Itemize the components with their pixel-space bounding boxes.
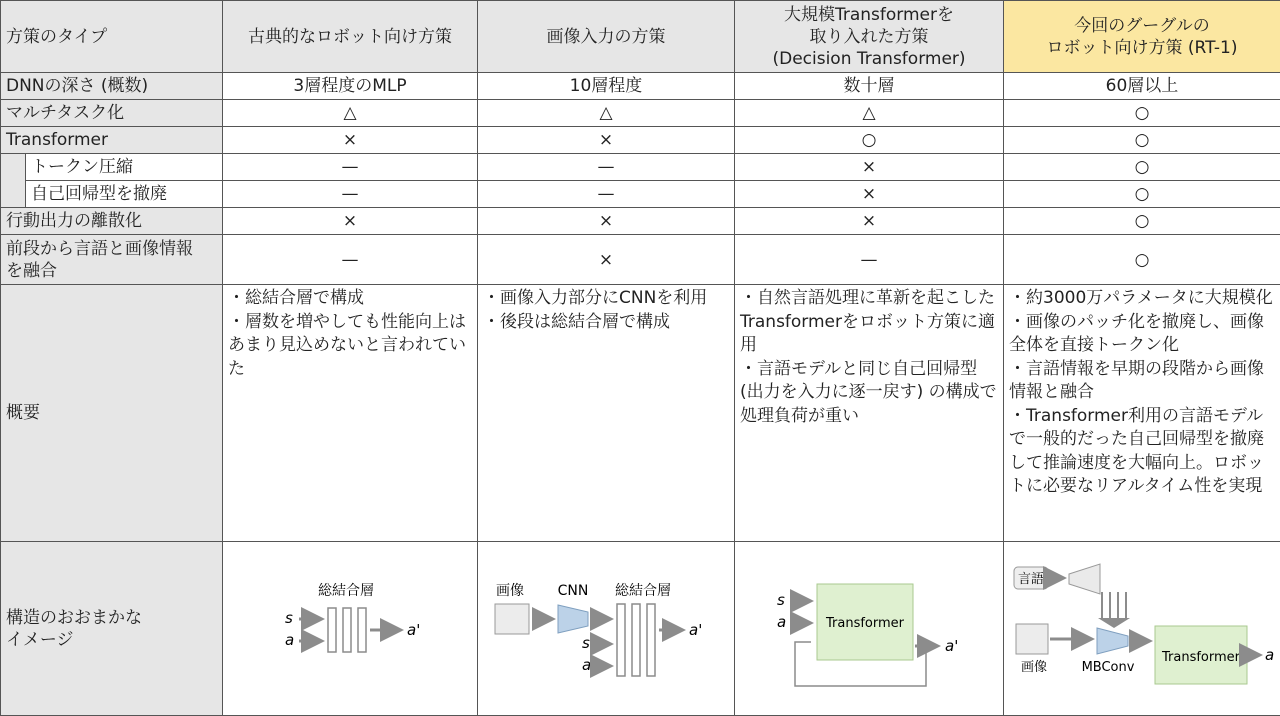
fc-layer xyxy=(343,608,351,652)
cell: ○ xyxy=(1004,127,1280,154)
out-label: a' xyxy=(407,621,420,639)
row-label: 概要 xyxy=(1,285,223,542)
indent-spacer xyxy=(1,154,26,208)
row-label: 前段から言語と画像情報 を融合 xyxy=(1,235,223,285)
cell: — xyxy=(223,235,478,285)
out-label: a xyxy=(1265,646,1274,664)
bullet: ・層数を増やしても性能向上はあまり見込めないと言われていた xyxy=(228,311,472,382)
col3-header: 大規模Transformerを 取り入れた方策 (Decision Transformer) xyxy=(735,1,1004,73)
cell: 数十層 xyxy=(735,73,1004,100)
out-label: a' xyxy=(689,621,702,639)
fc-layer xyxy=(647,604,655,676)
fc-layer xyxy=(632,604,640,676)
col1-header: 古典的なロボット向け方策 xyxy=(223,1,478,73)
diagram-mlp xyxy=(223,542,478,716)
row-fusion xyxy=(1,235,1280,285)
row-transformer xyxy=(1,127,1280,154)
fc-layer xyxy=(617,604,625,676)
cell: × xyxy=(735,154,1004,181)
mlp-svg xyxy=(223,542,477,709)
cell: × xyxy=(735,181,1004,208)
cell: × xyxy=(478,127,735,154)
cell: × xyxy=(478,235,735,285)
overview-col2 xyxy=(478,285,735,542)
fc-layer xyxy=(328,608,336,652)
col4-header: 今回のグーグルの ロボット向け方策 (RT-1) xyxy=(1004,1,1280,73)
row-label: 行動出力の離散化 xyxy=(1,208,223,235)
cell: ○ xyxy=(1004,181,1280,208)
overview-col3 xyxy=(735,285,1004,542)
bullet: ・後段は総結合層で構成 xyxy=(483,311,729,335)
bullet: ・総結合層で構成 xyxy=(228,287,472,311)
a-label: a xyxy=(285,631,294,649)
image-label: 画像 xyxy=(496,583,524,599)
cell: 3層程度のMLP xyxy=(223,73,478,100)
overview-col1 xyxy=(223,285,478,542)
image-box xyxy=(1016,624,1048,654)
diagram-decision-transformer xyxy=(735,542,1004,716)
overview-col4 xyxy=(1004,285,1280,542)
row-label: DNNの深さ (概数) xyxy=(1,73,223,100)
cell: 60層以上 xyxy=(1004,73,1280,100)
cell: × xyxy=(478,208,735,235)
transformer-label: Transformer xyxy=(825,616,905,631)
a-label: a xyxy=(582,656,591,674)
language-encoder xyxy=(1069,564,1100,594)
cell: ○ xyxy=(1004,235,1280,285)
row-multitask xyxy=(1,100,1280,127)
cell: 10層程度 xyxy=(478,73,735,100)
bullet: ・言語モデルと同じ自己回帰型 (出力を入力に逐一戻す) の構成で処理負荷が重い xyxy=(740,358,998,429)
cnn-block xyxy=(558,605,588,633)
row-autoreg xyxy=(1,181,1280,208)
row-label: 構造のおおまかな イメージ xyxy=(1,542,223,716)
cnn-svg xyxy=(478,542,734,709)
dt-svg xyxy=(735,542,1003,709)
cell: — xyxy=(223,154,478,181)
cell: ○ xyxy=(1004,100,1280,127)
rt1-svg xyxy=(1004,542,1280,709)
cell: △ xyxy=(735,100,1004,127)
cell: △ xyxy=(223,100,478,127)
cell: ○ xyxy=(1004,154,1280,181)
fc-label: 総結合層 xyxy=(318,583,374,599)
cell: × xyxy=(223,208,478,235)
row-label: 自己回帰型を撤廃 xyxy=(26,181,223,208)
language-label: 言語 xyxy=(1018,572,1044,587)
row-dnn xyxy=(1,73,1280,100)
bullet: ・自然言語処理に革新を起こしたTransformerをロボット方策に適用 xyxy=(740,287,998,358)
bullet: ・画像入力部分にCNNを利用 xyxy=(483,287,729,311)
bullet: ・Transformer利用の言語モデルで一般的だった自己回帰型を撤廃して推論速度を大幅向上。ロボットに必要なリアルタイム性を実現 xyxy=(1009,405,1275,499)
row-overview xyxy=(1,285,1280,542)
row-structure xyxy=(1,542,1280,716)
a-label: a xyxy=(777,613,786,631)
fc-layer xyxy=(358,608,366,652)
cell: △ xyxy=(478,100,735,127)
cell: — xyxy=(478,181,735,208)
s-label: s xyxy=(285,609,293,627)
row-label: Transformer xyxy=(1,127,223,154)
cell: ○ xyxy=(1004,208,1280,235)
row-label: トークン圧縮 xyxy=(26,154,223,181)
cell: ○ xyxy=(735,127,1004,154)
mbconv-label: MBConv xyxy=(1082,660,1135,675)
col2-header: 画像入力の方策 xyxy=(478,1,735,73)
cell: — xyxy=(735,235,1004,285)
cell: — xyxy=(223,181,478,208)
cell: — xyxy=(478,154,735,181)
arrow-head xyxy=(1098,618,1130,628)
s-label: s xyxy=(582,634,590,652)
bullet: ・言語情報を早期の段階から画像情報と融合 xyxy=(1009,358,1275,405)
image-box xyxy=(495,604,529,634)
mbconv-block xyxy=(1097,628,1128,654)
cnn-label: CNN xyxy=(558,583,589,599)
row-label: マルチタスク化 xyxy=(1,100,223,127)
header-row xyxy=(1,1,1280,73)
s-label: s xyxy=(777,591,785,609)
row-discrete xyxy=(1,208,1280,235)
cell: × xyxy=(735,208,1004,235)
bullet: ・画像のパッチ化を撤廃し、画像全体を直接トークン化 xyxy=(1009,311,1275,358)
row-token xyxy=(1,154,1280,181)
cell: × xyxy=(223,127,478,154)
image-label: 画像 xyxy=(1021,660,1047,675)
bullet: ・約3000万パラメータに大規模化 xyxy=(1009,287,1275,311)
fc-label: 総結合層 xyxy=(615,583,671,599)
type-header: 方策のタイプ xyxy=(1,1,223,73)
transformer-label: Transformer xyxy=(1161,650,1241,665)
diagram-rt1 xyxy=(1004,542,1280,716)
out-label: a' xyxy=(945,637,958,655)
diagram-cnn xyxy=(478,542,735,716)
